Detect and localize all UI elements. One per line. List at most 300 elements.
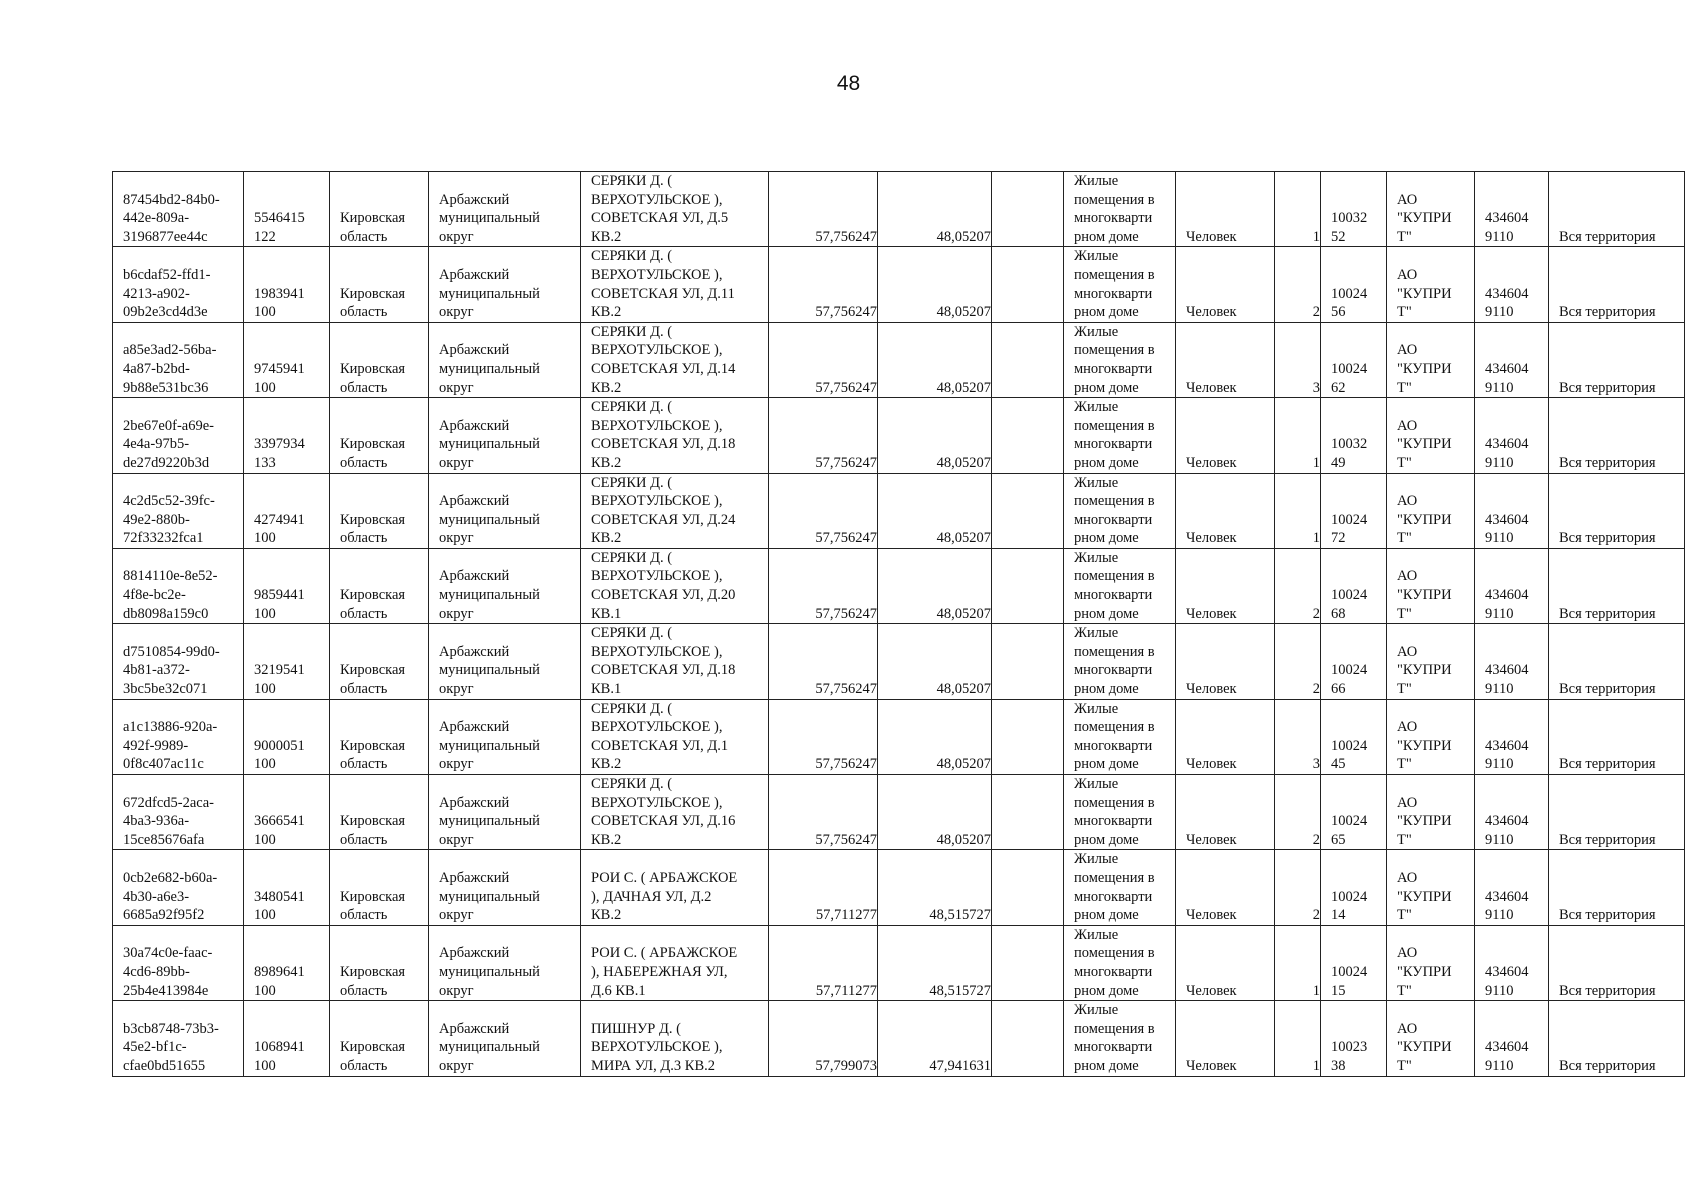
unit-cell [1176,473,1275,548]
empty-cell [992,398,1064,473]
inn-cell [1475,624,1549,699]
unit-cell-text: Человек [1186,304,1237,321]
longitude-cell [878,699,992,774]
table-row [113,925,1685,1000]
code2-cell [1321,850,1387,925]
organization-cell [1387,850,1475,925]
latitude-cell-text: 57,756247 [815,831,877,848]
unit-cell [1176,322,1275,397]
region-cell [330,1001,429,1076]
longitude-cell-text: 48,05207 [936,605,991,622]
record-id-cell-text: 87454bd2-84b0- 442e-809a- 3196877ee44c [123,191,220,245]
organization-cell-text: АО "КУПРИ Т" [1397,191,1452,245]
count-cell-text: 1 [1312,454,1320,471]
code2-cell [1321,925,1387,1000]
address-cell-text: РОИ С. ( АРБАЖСКОЕ ), НАБЕРЕЖНАЯ УЛ, Д.6 КВ.1 [591,945,738,999]
count-cell [1275,1001,1321,1076]
address-cell [581,775,769,850]
address-cell-text: СЕРЯКИ Д. ( ВЕРХОТУЛЬСКОЕ ), СОВЕТСКАЯ УЛ, Д.18 КВ.2 [591,399,736,471]
unit-cell [1176,925,1275,1000]
latitude-cell-text: 57,756247 [815,530,877,547]
unit-cell-text: Человек [1186,982,1237,999]
count-cell [1275,624,1321,699]
premises-type-cell-text: Жилые помещения в многокварти рном доме [1074,323,1155,396]
count-cell [1275,775,1321,850]
district-cell-text: Арбажский муниципальный округ [439,1020,540,1074]
longitude-cell-text: 48,515727 [929,982,991,999]
table-row [113,1001,1685,1076]
empty-cell [992,473,1064,548]
code2-cell [1321,1001,1387,1076]
code2-cell [1321,247,1387,322]
record-id-cell [113,925,244,1000]
territory-cell-text: Вся территория [1559,982,1656,999]
premises-type-cell-text: Жилые помещения в многокварти рном доме [1074,926,1155,999]
unit-cell-text: Человек [1186,228,1237,245]
table-row [113,247,1685,322]
organization-cell [1387,473,1475,548]
district-cell [429,473,581,548]
inn-cell-text: 434604 9110 [1485,737,1529,773]
latitude-cell [769,172,878,247]
district-cell [429,322,581,397]
district-cell-text: Арбажский муниципальный округ [439,794,540,848]
longitude-cell [878,850,992,925]
territory-cell-text: Вся территория [1559,907,1656,924]
territory-cell [1549,473,1685,548]
table-row [113,624,1685,699]
organization-cell [1387,925,1475,1000]
record-id-cell-text: 30a74c0e-faac- 4cd6-89bb- 25b4e413984e [123,945,213,999]
code2-cell [1321,548,1387,623]
object-code-cell-text: 3666541 100 [254,813,305,848]
record-id-cell [113,850,244,925]
district-cell [429,247,581,322]
district-cell-text: Арбажский муниципальный округ [439,945,540,999]
territory-cell-text: Вся территория [1559,756,1656,773]
count-cell [1275,322,1321,397]
count-cell [1275,850,1321,925]
inn-cell-text: 434604 9110 [1485,285,1529,321]
address-cell [581,1001,769,1076]
code2-cell-text: 10032 52 [1331,210,1368,245]
object-code-cell [244,775,330,850]
organization-cell-text: АО "КУПРИ Т" [1397,643,1452,698]
count-cell [1275,699,1321,774]
table-row [113,850,1685,925]
region-cell [330,850,429,925]
record-id-cell [113,322,244,397]
region-cell-text: Кировская область [340,285,406,321]
district-cell-text: Арбажский муниципальный округ [439,719,540,773]
premises-type-cell [1064,1001,1176,1076]
object-code-cell [244,624,330,699]
address-cell-text: СЕРЯКИ Д. ( ВЕРХОТУЛЬСКОЕ ), СОВЕТСКАЯ УЛ, Д.5 КВ.2 [591,173,729,245]
table-row [113,172,1685,247]
object-code-cell-text: 9000051 100 [254,737,305,773]
premises-type-cell-text: Жилые помещения в многокварти рном доме [1074,474,1155,547]
address-cell-text: СЕРЯКИ Д. ( ВЕРХОТУЛЬСКОЕ ), СОВЕТСКАЯ УЛ, Д.18 КВ.1 [591,625,736,698]
inn-cell-text: 434604 9110 [1485,210,1529,245]
premises-type-cell-text: Жилые помещения в многокварти рном доме [1074,851,1155,924]
inn-cell [1475,699,1549,774]
latitude-cell [769,624,878,699]
code2-cell [1321,775,1387,850]
longitude-cell-text: 48,05207 [936,831,991,848]
latitude-cell-text: 57,756247 [815,228,877,245]
region-cell [330,172,429,247]
longitude-cell [878,398,992,473]
code2-cell-text: 10024 72 [1331,511,1368,547]
address-cell-text: РОИ С. ( АРБАЖСКОЕ ), ДАЧНАЯ УЛ, Д.2 КВ.2 [591,869,738,924]
region-cell-text: Кировская область [340,511,406,547]
address-cell-text: СЕРЯКИ Д. ( ВЕРХОТУЛЬСКОЕ ), СОВЕТСКАЯ УЛ, Д.20 КВ.1 [591,549,736,622]
latitude-cell-text: 57,756247 [815,379,877,396]
organization-cell [1387,624,1475,699]
longitude-cell-text: 47,941631 [929,1057,991,1074]
territory-cell [1549,925,1685,1000]
premises-type-cell [1064,172,1176,247]
organization-cell-text: АО "КУПРИ Т" [1397,493,1452,547]
district-cell [429,850,581,925]
organization-cell-text: АО "КУПРИ Т" [1397,417,1452,471]
inn-cell [1475,850,1549,925]
inn-cell-text: 434604 9110 [1485,888,1529,924]
organization-cell [1387,172,1475,247]
region-cell-text: Кировская область [340,210,406,245]
record-id-cell [113,699,244,774]
object-code-cell [244,699,330,774]
address-cell-text: СЕРЯКИ Д. ( ВЕРХОТУЛЬСКОЕ ), СОВЕТСКАЯ УЛ, Д.11 КВ.2 [591,248,735,321]
unit-cell-text: Человек [1186,605,1237,622]
territory-cell-text: Вся территория [1559,831,1656,848]
count-cell [1275,925,1321,1000]
longitude-cell [878,624,992,699]
territory-cell-text: Вся территория [1559,681,1656,698]
address-cell [581,398,769,473]
latitude-cell-text: 57,756247 [815,681,877,698]
organization-cell-text: АО "КУПРИ Т" [1397,266,1452,321]
code2-cell [1321,473,1387,548]
unit-cell-text: Человек [1186,1057,1237,1074]
count-cell-text: 1 [1312,228,1320,245]
organization-cell [1387,1001,1475,1076]
count-cell-text: 3 [1312,379,1320,396]
latitude-cell [769,548,878,623]
unit-cell [1176,548,1275,623]
organization-cell-text: АО "КУПРИ Т" [1397,568,1452,622]
object-code-cell-text: 1068941 100 [254,1039,305,1074]
latitude-cell-text: 57,756247 [815,454,877,471]
territory-cell [1549,398,1685,473]
district-cell [429,775,581,850]
table-row [113,775,1685,850]
inn-cell-text: 434604 9110 [1485,963,1529,999]
district-cell-text: Арбажский муниципальный округ [439,568,540,622]
inn-cell [1475,247,1549,322]
territory-cell [1549,172,1685,247]
record-id-cell [113,775,244,850]
territory-cell [1549,548,1685,623]
district-cell-text: Арбажский муниципальный округ [439,643,540,698]
premises-type-cell [1064,473,1176,548]
territory-cell [1549,775,1685,850]
district-cell [429,699,581,774]
premises-type-cell-text: Жилые помещения в многокварти рном доме [1074,173,1155,245]
code2-cell-text: 10024 65 [1331,813,1368,848]
premises-type-cell [1064,624,1176,699]
inn-cell-text: 434604 9110 [1485,511,1529,547]
object-code-cell [244,247,330,322]
unit-cell-text: Человек [1186,530,1237,547]
count-cell [1275,172,1321,247]
region-cell-text: Кировская область [340,360,406,396]
record-id-cell-text: a1c13886-920a- 492f-9989- 0f8c407ac11c [123,719,218,773]
object-code-cell [244,172,330,247]
code2-cell-text: 10024 14 [1331,888,1368,924]
unit-cell [1176,1001,1275,1076]
longitude-cell [878,473,992,548]
premises-type-cell-text: Жилые помещения в многокварти рном доме [1074,700,1155,773]
count-cell-text: 1 [1312,530,1320,547]
code2-cell [1321,172,1387,247]
inn-cell [1475,322,1549,397]
district-cell [429,624,581,699]
address-cell-text: СЕРЯКИ Д. ( ВЕРХОТУЛЬСКОЕ ), СОВЕТСКАЯ УЛ, Д.24 КВ.2 [591,474,736,547]
code2-cell-text: 10024 45 [1331,737,1368,773]
longitude-cell-text: 48,05207 [936,530,991,547]
object-code-cell [244,322,330,397]
unit-cell [1176,172,1275,247]
longitude-cell-text: 48,05207 [936,228,991,245]
record-id-cell-text: 2be67e0f-a69e- 4e4a-97b5- de27d9220b3d [123,417,214,471]
organization-cell [1387,548,1475,623]
longitude-cell-text: 48,05207 [936,379,991,396]
count-cell-text: 2 [1312,907,1320,924]
premises-type-cell-text: Жилые помещения в многокварти рном доме [1074,399,1155,471]
count-cell [1275,398,1321,473]
code2-cell-text: 10023 38 [1331,1039,1368,1074]
count-cell-text: 2 [1312,605,1320,622]
region-cell [330,624,429,699]
latitude-cell-text: 57,756247 [815,605,877,622]
record-id-cell-text: b6cdaf52-ffd1- 4213-a902- 09b2e3cd4d3e [123,266,211,321]
object-code-cell-text: 8989641 100 [254,963,305,999]
longitude-cell [878,548,992,623]
object-code-cell [244,850,330,925]
record-id-cell [113,548,244,623]
territory-cell [1549,247,1685,322]
district-cell-text: Арбажский муниципальный округ [439,342,540,396]
unit-cell-text: Человек [1186,831,1237,848]
region-cell [330,548,429,623]
empty-cell [992,548,1064,623]
premises-type-cell [1064,548,1176,623]
code2-cell-text: 10024 62 [1331,360,1368,396]
code2-cell [1321,322,1387,397]
record-id-cell-text: a85e3ad2-56ba- 4a87-b2bd- 9b88e531bc36 [123,342,217,396]
territory-cell-text: Вся территория [1559,304,1656,321]
district-cell-text: Арбажский муниципальный округ [439,417,540,471]
empty-cell [992,624,1064,699]
district-cell-text: Арбажский муниципальный округ [439,493,540,547]
region-cell-text: Кировская область [340,888,406,924]
region-cell-text: Кировская область [340,1039,406,1074]
region-cell [330,775,429,850]
table-row [113,398,1685,473]
unit-cell [1176,624,1275,699]
inn-cell [1475,775,1549,850]
premises-type-cell-text: Жилые помещения в многокварти рном доме [1074,1002,1155,1074]
table-row [113,473,1685,548]
inn-cell-text: 434604 9110 [1485,360,1529,396]
region-cell-text: Кировская область [340,662,406,698]
unit-cell [1176,850,1275,925]
table-row [113,699,1685,774]
empty-cell [992,699,1064,774]
longitude-cell [878,172,992,247]
latitude-cell [769,398,878,473]
count-cell-text: 1 [1312,1057,1320,1074]
record-id-cell-text: 4c2d5c52-39fc- 49e2-880b- 72f33232fca1 [123,493,215,547]
inn-cell-text: 434604 9110 [1485,662,1529,698]
territory-cell [1549,850,1685,925]
code2-cell-text: 10024 68 [1331,587,1368,622]
address-cell [581,624,769,699]
object-code-cell-text: 9745941 100 [254,360,305,396]
record-id-cell [113,172,244,247]
organization-cell [1387,775,1475,850]
empty-cell [992,172,1064,247]
record-id-cell [113,247,244,322]
inn-cell-text: 434604 9110 [1485,813,1529,848]
region-cell-text: Кировская область [340,963,406,999]
count-cell-text: 2 [1312,831,1320,848]
code2-cell-text: 10032 49 [1331,436,1368,471]
longitude-cell [878,322,992,397]
organization-cell-text: АО "КУПРИ Т" [1397,945,1452,999]
premises-type-cell-text: Жилые помещения в многокварти рном доме [1074,776,1155,848]
object-code-cell-text: 5546415 122 [254,210,305,245]
territory-cell-text: Вся территория [1559,454,1656,471]
premises-type-cell [1064,925,1176,1000]
organization-cell-text: АО "КУПРИ Т" [1397,342,1452,396]
address-cell-text: СЕРЯКИ Д. ( ВЕРХОТУЛЬСКОЕ ), СОВЕТСКАЯ УЛ, Д.16 КВ.2 [591,776,736,848]
object-code-cell-text: 3397934 133 [254,436,305,471]
organization-cell-text: АО "КУПРИ Т" [1397,794,1452,848]
longitude-cell-text: 48,05207 [936,454,991,471]
premises-type-cell [1064,322,1176,397]
territory-cell-text: Вся территория [1559,379,1656,396]
premises-type-cell [1064,699,1176,774]
district-cell-text: Арбажский муниципальный округ [439,869,540,924]
territory-cell [1549,699,1685,774]
record-id-cell [113,473,244,548]
page-number: 48 [836,72,861,95]
region-cell [330,398,429,473]
territory-cell-text: Вся территория [1559,1057,1656,1074]
object-code-cell-text: 3480541 100 [254,888,305,924]
region-cell-text: Кировская область [340,813,406,848]
latitude-cell [769,925,878,1000]
unit-cell-text: Человек [1186,907,1237,924]
inn-cell-text: 434604 9110 [1485,436,1529,471]
object-code-cell [244,548,330,623]
latitude-cell-text: 57,799073 [815,1057,877,1074]
premises-type-cell-text: Жилые помещения в многокварти рном доме [1074,248,1155,321]
latitude-cell [769,473,878,548]
territory-cell [1549,1001,1685,1076]
code2-cell [1321,624,1387,699]
territory-cell-text: Вся территория [1559,530,1656,547]
object-code-cell [244,1001,330,1076]
empty-cell [992,322,1064,397]
count-cell-text: 3 [1312,756,1320,773]
count-cell [1275,548,1321,623]
district-cell-text: Арбажский муниципальный округ [439,191,540,245]
district-cell [429,548,581,623]
address-cell [581,548,769,623]
empty-cell [992,850,1064,925]
inn-cell [1475,548,1549,623]
count-cell-text: 2 [1312,681,1320,698]
unit-cell-text: Человек [1186,379,1237,396]
longitude-cell [878,925,992,1000]
address-cell-text: ПИШНУР Д. ( ВЕРХОТУЛЬСКОЕ ), МИРА УЛ, Д.3 КВ.2 [591,1020,723,1074]
object-code-cell-text: 9859441 100 [254,587,305,622]
district-cell [429,1001,581,1076]
longitude-cell [878,775,992,850]
organization-cell-text: АО "КУПРИ Т" [1397,1020,1452,1074]
inn-cell [1475,473,1549,548]
premises-type-cell [1064,775,1176,850]
latitude-cell-text: 57,756247 [815,304,877,321]
code2-cell [1321,398,1387,473]
object-code-cell [244,925,330,1000]
latitude-cell [769,775,878,850]
object-code-cell-text: 3219541 100 [254,662,305,698]
organization-cell [1387,699,1475,774]
longitude-cell [878,247,992,322]
premises-type-cell-text: Жилые помещения в многокварти рном доме [1074,625,1155,698]
latitude-cell [769,322,878,397]
inn-cell [1475,398,1549,473]
organization-cell [1387,398,1475,473]
code2-cell-text: 10024 66 [1331,662,1368,698]
object-code-cell-text: 1983941 100 [254,285,305,321]
count-cell-text: 1 [1312,982,1320,999]
record-id-cell-text: 8814110e-8e52- 4f8e-bc2e- db8098a159c0 [123,568,218,622]
registry-table [112,171,1685,1077]
code2-cell [1321,699,1387,774]
organization-cell [1387,247,1475,322]
unit-cell [1176,247,1275,322]
latitude-cell [769,1001,878,1076]
latitude-cell [769,699,878,774]
region-cell [330,473,429,548]
record-id-cell-text: b3cb8748-73b3- 45e2-bf1c- cfae0bd51655 [123,1020,219,1074]
latitude-cell [769,247,878,322]
count-cell [1275,247,1321,322]
premises-type-cell [1064,247,1176,322]
address-cell [581,925,769,1000]
unit-cell-text: Человек [1186,756,1237,773]
object-code-cell [244,398,330,473]
unit-cell [1176,398,1275,473]
longitude-cell-text: 48,515727 [929,907,991,924]
address-cell [581,850,769,925]
table-row [113,322,1685,397]
